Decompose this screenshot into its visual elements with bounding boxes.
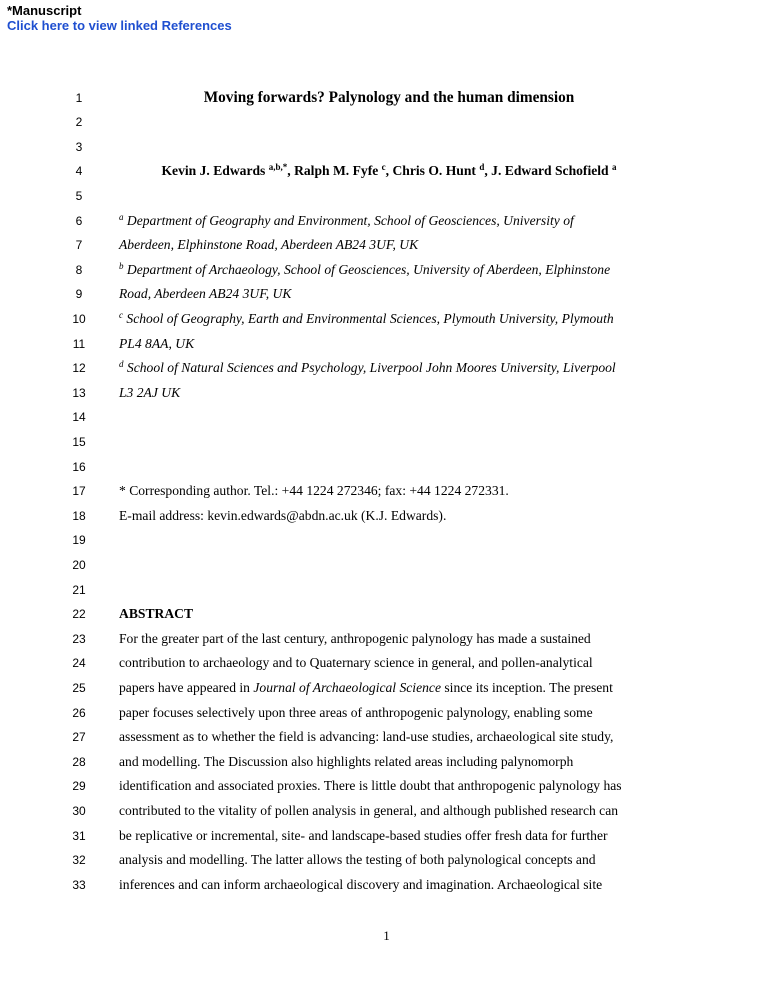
abstract-line: For the greater part of the last century, anthropogenic palynology has made a sustained [119, 630, 591, 646]
affiliation-c-cont: PL4 8AA, UK [119, 335, 195, 351]
line-number: 19 [72, 533, 86, 548]
line-number: 25 [72, 680, 86, 695]
line-number: 5 [75, 188, 83, 203]
page-number: 1 [383, 928, 390, 943]
line-number: 3 [75, 139, 83, 154]
linked-references-link[interactable]: Click here to view linked References [7, 18, 232, 33]
line-number: 14 [72, 410, 86, 425]
abstract-line: contributed to the vitality of pollen analysis in general, and although published research can [119, 802, 619, 818]
affiliation-b: $^b$ Department of Archaeology, School of Geosciences, University of Aberdeen, Elphinstone [119, 260, 611, 277]
abstract-line: and modelling. The Discussion also highlights related areas including palynomorph [119, 753, 574, 769]
author-affiliation-mark: d [479, 162, 485, 173]
line-number: 20 [72, 557, 86, 572]
line-number: 11 [72, 336, 86, 351]
affiliation-d-cont: L3 2AJ UK [119, 384, 181, 400]
author-name: Kevin J. Edwards [161, 163, 266, 179]
author-affiliation-mark: a,b,* [268, 162, 288, 173]
author-list: Kevin J. Edwards $^{a,b,*}$, Ralph M. Fyfe $^c$, Chris O. Hunt $^d$, J. Edward Schofield $^a$ [161, 162, 617, 179]
line-number: 28 [72, 754, 86, 769]
line-number: 30 [72, 803, 86, 818]
line-number: 22 [72, 607, 86, 622]
corresponding-author: * Corresponding author. Tel.: +44 1224 272346; fax: +44 1224 272331. [119, 483, 509, 499]
line-number: 17 [72, 484, 86, 499]
abstract-heading: ABSTRACT [119, 606, 194, 622]
author-name: Ralph M. Fyfe [294, 163, 379, 179]
line-number: 31 [72, 828, 86, 843]
affiliation-d: $^d$ School of Natural Sciences and Psychology, Liverpool John Moores University, Liverpool [119, 359, 616, 376]
line-number: 32 [72, 853, 86, 868]
author-affiliation-mark: a [612, 162, 617, 173]
abstract-line: assessment as to whether the field is advancing: land-use studies, archaeological site study, [119, 729, 614, 745]
line-number: 33 [72, 877, 86, 892]
line-number: 15 [72, 434, 86, 449]
journal-name: Journal of Archaeological Science [253, 679, 441, 695]
line-number: 8 [75, 262, 83, 277]
abstract-line: contribution to archaeology and to Quaternary science in general, and pollen-analytical [119, 655, 593, 671]
line-number: 13 [72, 385, 86, 400]
line-number: 2 [75, 115, 83, 130]
author-name: J. Edward Schofield [491, 163, 609, 179]
line-number: 29 [72, 779, 86, 794]
line-number: 6 [75, 213, 83, 228]
line-number: 27 [72, 730, 86, 745]
affiliation-c: $^c$ School of Geography, Earth and Environmental Sciences, Plymouth University, Plymouth [119, 309, 614, 326]
paper-title: Moving forwards? Palynology and the human dimension [203, 88, 575, 106]
line-number: 21 [72, 582, 86, 597]
line-number: 18 [72, 508, 86, 523]
abstract-line: analysis and modelling. The latter allows the testing of both palynological concepts and [119, 852, 596, 868]
line-number: 4 [75, 164, 83, 179]
affiliation-a: $^a$ Department of Geography and Environment, School of Geosciences, University of [119, 211, 574, 228]
line-number: 16 [72, 459, 86, 474]
abstract-line: paper focuses selectively upon three areas of anthropogenic palynology, enabling some [119, 704, 593, 720]
affiliation-b-cont: Road, Aberdeen AB24 3UF, UK [119, 286, 292, 302]
line-number: 1 [75, 90, 83, 105]
abstract-line: identification and associated proxies. There is little doubt that anthropogenic palynology has [119, 778, 622, 794]
abstract-line: papers have appeared in Journal of Archaeological Science since its inception. The present [119, 679, 613, 695]
affiliation-a-cont: Aberdeen, Elphinstone Road, Aberdeen AB24 3UF, UK [119, 237, 419, 253]
line-number: 10 [72, 311, 86, 326]
abstract-line: be replicative or incremental, site- and landscape-based studies offer fresh data for further [119, 827, 608, 843]
line-number: 24 [72, 656, 86, 671]
line-number: 23 [72, 631, 86, 646]
line-number: 7 [75, 238, 83, 253]
line-number: 26 [72, 705, 86, 720]
email-address: E-mail address: kevin.edwards@abdn.ac.uk (K.J. Edwards). [119, 507, 447, 523]
line-number: 9 [75, 287, 83, 302]
author-affiliation-mark: c [381, 162, 386, 173]
manuscript-label: *Manuscript [7, 3, 82, 18]
abstract-line: inferences and can inform archaeological discovery and imagination. Archaeological site [119, 876, 603, 892]
line-number: 12 [72, 361, 86, 376]
author-name: Chris O. Hunt [392, 163, 476, 179]
